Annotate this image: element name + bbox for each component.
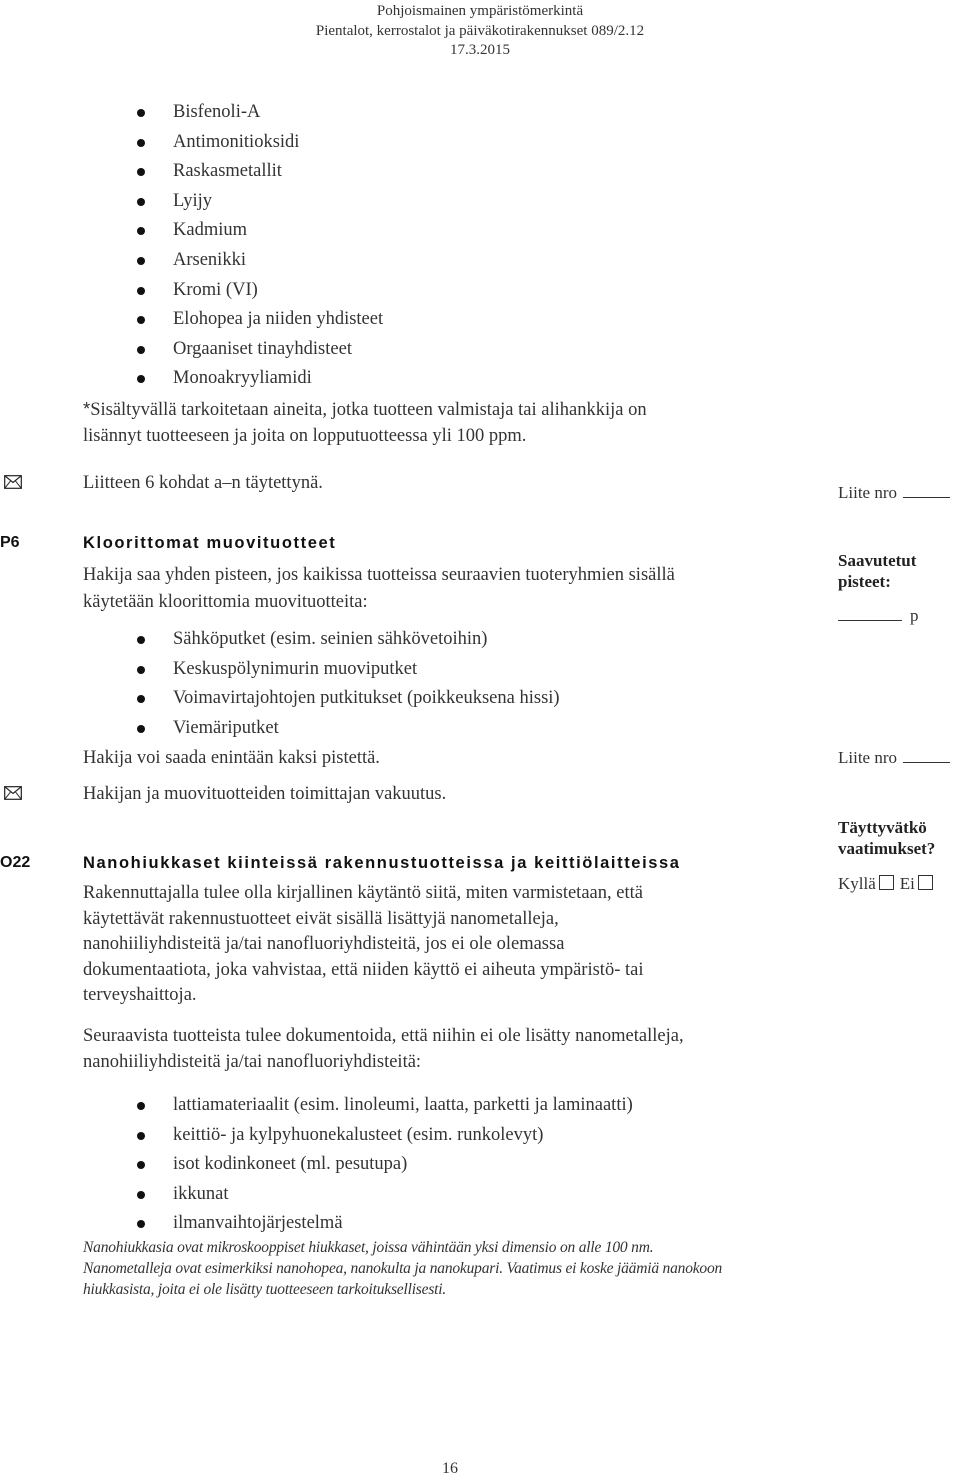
list-item: Keskuspölynimurin muoviputket xyxy=(137,655,560,685)
bullet-icon xyxy=(137,1132,145,1140)
yes-checkbox[interactable] xyxy=(879,875,894,890)
list-item: isot kodinkoneet (ml. pesutupa) xyxy=(137,1150,633,1180)
bullet-icon xyxy=(137,1191,145,1199)
envelope-icon xyxy=(4,786,22,800)
page-number: 16 xyxy=(442,1460,458,1477)
section-id-o22: O22 xyxy=(0,854,31,871)
bullet-icon xyxy=(137,287,145,295)
attachment-text-2: Hakijan ja muovituotteiden toimittajan vakuutus. xyxy=(83,784,447,804)
p6-product-list xyxy=(137,625,560,743)
list-item: Raskasmetallit xyxy=(137,157,383,187)
bullet-icon xyxy=(137,1161,145,1169)
section-id-p6: P6 xyxy=(0,534,20,551)
list-item: Sähköputket (esim. seinien sähkövetoihin) xyxy=(137,625,560,655)
bullet-icon xyxy=(137,227,145,235)
requirements-label: Täyttyvätkö vaatimukset? xyxy=(838,818,936,858)
attachment-number-2[interactable]: Liite nro xyxy=(838,748,950,768)
o22-paragraph-1: Rakennuttajalla tulee olla kirjallinen käytäntö siitä, miten varmistetaan, että käytettävät rakennustuotteet eivät sisällä lisättyjä nanometalleja, nanohiiliyhdisteitä ja/tai nanofluoriyhdisteitä, jos ei ole olemassa dokumentaatiota, joka vahvistaa, että niiden käyttö ei aiheuta ympäristö- tai terveyshaittoja. xyxy=(83,883,644,1005)
bullet-icon xyxy=(137,198,145,206)
list-item: lattiamateriaalit (esim. linoleumi, laatta, parketti ja laminaatti) xyxy=(137,1091,633,1121)
points-label: Saavutetut pisteet: xyxy=(838,551,917,591)
section-title-o22: Nanohiukkaset kiinteissä rakennustuotteissa ja keittiölaitteissa xyxy=(83,854,681,872)
list-item: ikkunat xyxy=(137,1180,633,1210)
requirements-checkboxes: Kyllä Ei xyxy=(838,874,939,894)
header-line-2: Pientalot, kerrostalot ja päiväkotirakennukset 089/2.12 xyxy=(315,23,645,39)
bullet-icon xyxy=(137,139,145,147)
bullet-icon xyxy=(137,375,145,383)
o22-paragraph-2: Seuraavista tuotteista tulee dokumentoida, että niihin ei ole lisätty nanometalleja, nanohiiliyhdisteitä ja/tai nanofluoriyhdisteitä: xyxy=(83,1026,684,1072)
list-item: Arsenikki xyxy=(137,246,383,276)
bullet-icon xyxy=(137,666,145,674)
list-item: Voimavirtajohtojen putkitukset (poikkeuksena hissi) xyxy=(137,684,560,714)
list-item: Bisfenoli-A xyxy=(137,98,383,128)
list-item: Antimonitioksidi xyxy=(137,128,383,158)
list-item: Lyijy xyxy=(137,187,383,217)
points-input-line[interactable] xyxy=(838,619,902,621)
bullet-icon xyxy=(137,168,145,176)
bullet-icon xyxy=(137,1220,145,1228)
attachment-number-field[interactable] xyxy=(903,496,950,498)
p6-intro-line-1: Hakija saa yhden pisteen, jos kaikissa tuotteissa seuraavien tuoteryhmien sisällä xyxy=(83,565,675,585)
o22-italic-notes: Nanohiukkasia ovat mikroskooppiset hiukkaset, joissa vähintään yksi dimensio on alle 100 nm. Nanometalleja ovat esimerkiksi nanohopea, nanokulta ja nanokupari. Vaatimus ei koske jäämiä nanokoon hiukkasista, joita ei ole lisätty tuotteeseen tarkoituksellisesti. xyxy=(83,1239,723,1298)
no-checkbox[interactable] xyxy=(918,875,933,890)
list-item: Orgaaniset tinayhdisteet xyxy=(137,335,383,365)
list-item: Kadmium xyxy=(137,216,383,246)
attachment-text-1: Liitteen 6 kohdat a–n täytettynä. xyxy=(83,473,323,493)
bullet-icon xyxy=(137,316,145,324)
bullet-icon xyxy=(137,1102,145,1110)
footnote-line-2: lisännyt tuotteeseen ja joita on lopputuotteessa yli 100 ppm. xyxy=(83,426,527,446)
bullet-icon xyxy=(137,257,145,265)
bullet-icon xyxy=(137,346,145,354)
list-item: Viemäriputket xyxy=(137,714,560,744)
substance-list xyxy=(137,98,383,394)
section-title-p6: Kloorittomat muovituotteet xyxy=(83,534,337,552)
envelope-icon xyxy=(4,475,22,489)
header-line-1: Pohjoismainen ympäristömerkintä xyxy=(376,3,584,19)
list-item: keittiö- ja kylpyhuonekalusteet (esim. runkolevyt) xyxy=(137,1121,633,1151)
header-date: 17.3.2015 xyxy=(450,42,510,58)
attachment-number-field[interactable] xyxy=(903,761,950,763)
p6-intro-line-2: käytetään kloorittomia muovituotteita: xyxy=(83,592,368,612)
list-item: Monoakryyliamidi xyxy=(137,364,383,394)
footnote-line-1: *Sisältyvällä tarkoitetaan aineita, jotka tuotteen valmistaja tai alihankkija on xyxy=(83,398,647,420)
points-field[interactable]: p xyxy=(838,606,919,626)
footnote-star: * xyxy=(83,398,91,419)
bullet-icon xyxy=(137,636,145,644)
list-item: Kromi (VI) xyxy=(137,276,383,306)
bullet-icon xyxy=(137,695,145,703)
o22-product-list xyxy=(137,1091,633,1239)
attachment-number-1[interactable]: Liite nro xyxy=(838,483,950,503)
list-item: Elohopea ja niiden yhdisteet xyxy=(137,305,383,335)
bullet-icon xyxy=(137,109,145,117)
p6-max-points: Hakija voi saada enintään kaksi pistettä. xyxy=(83,748,380,768)
list-item: ilmanvaihtojärjestelmä xyxy=(137,1209,633,1239)
bullet-icon xyxy=(137,725,145,733)
